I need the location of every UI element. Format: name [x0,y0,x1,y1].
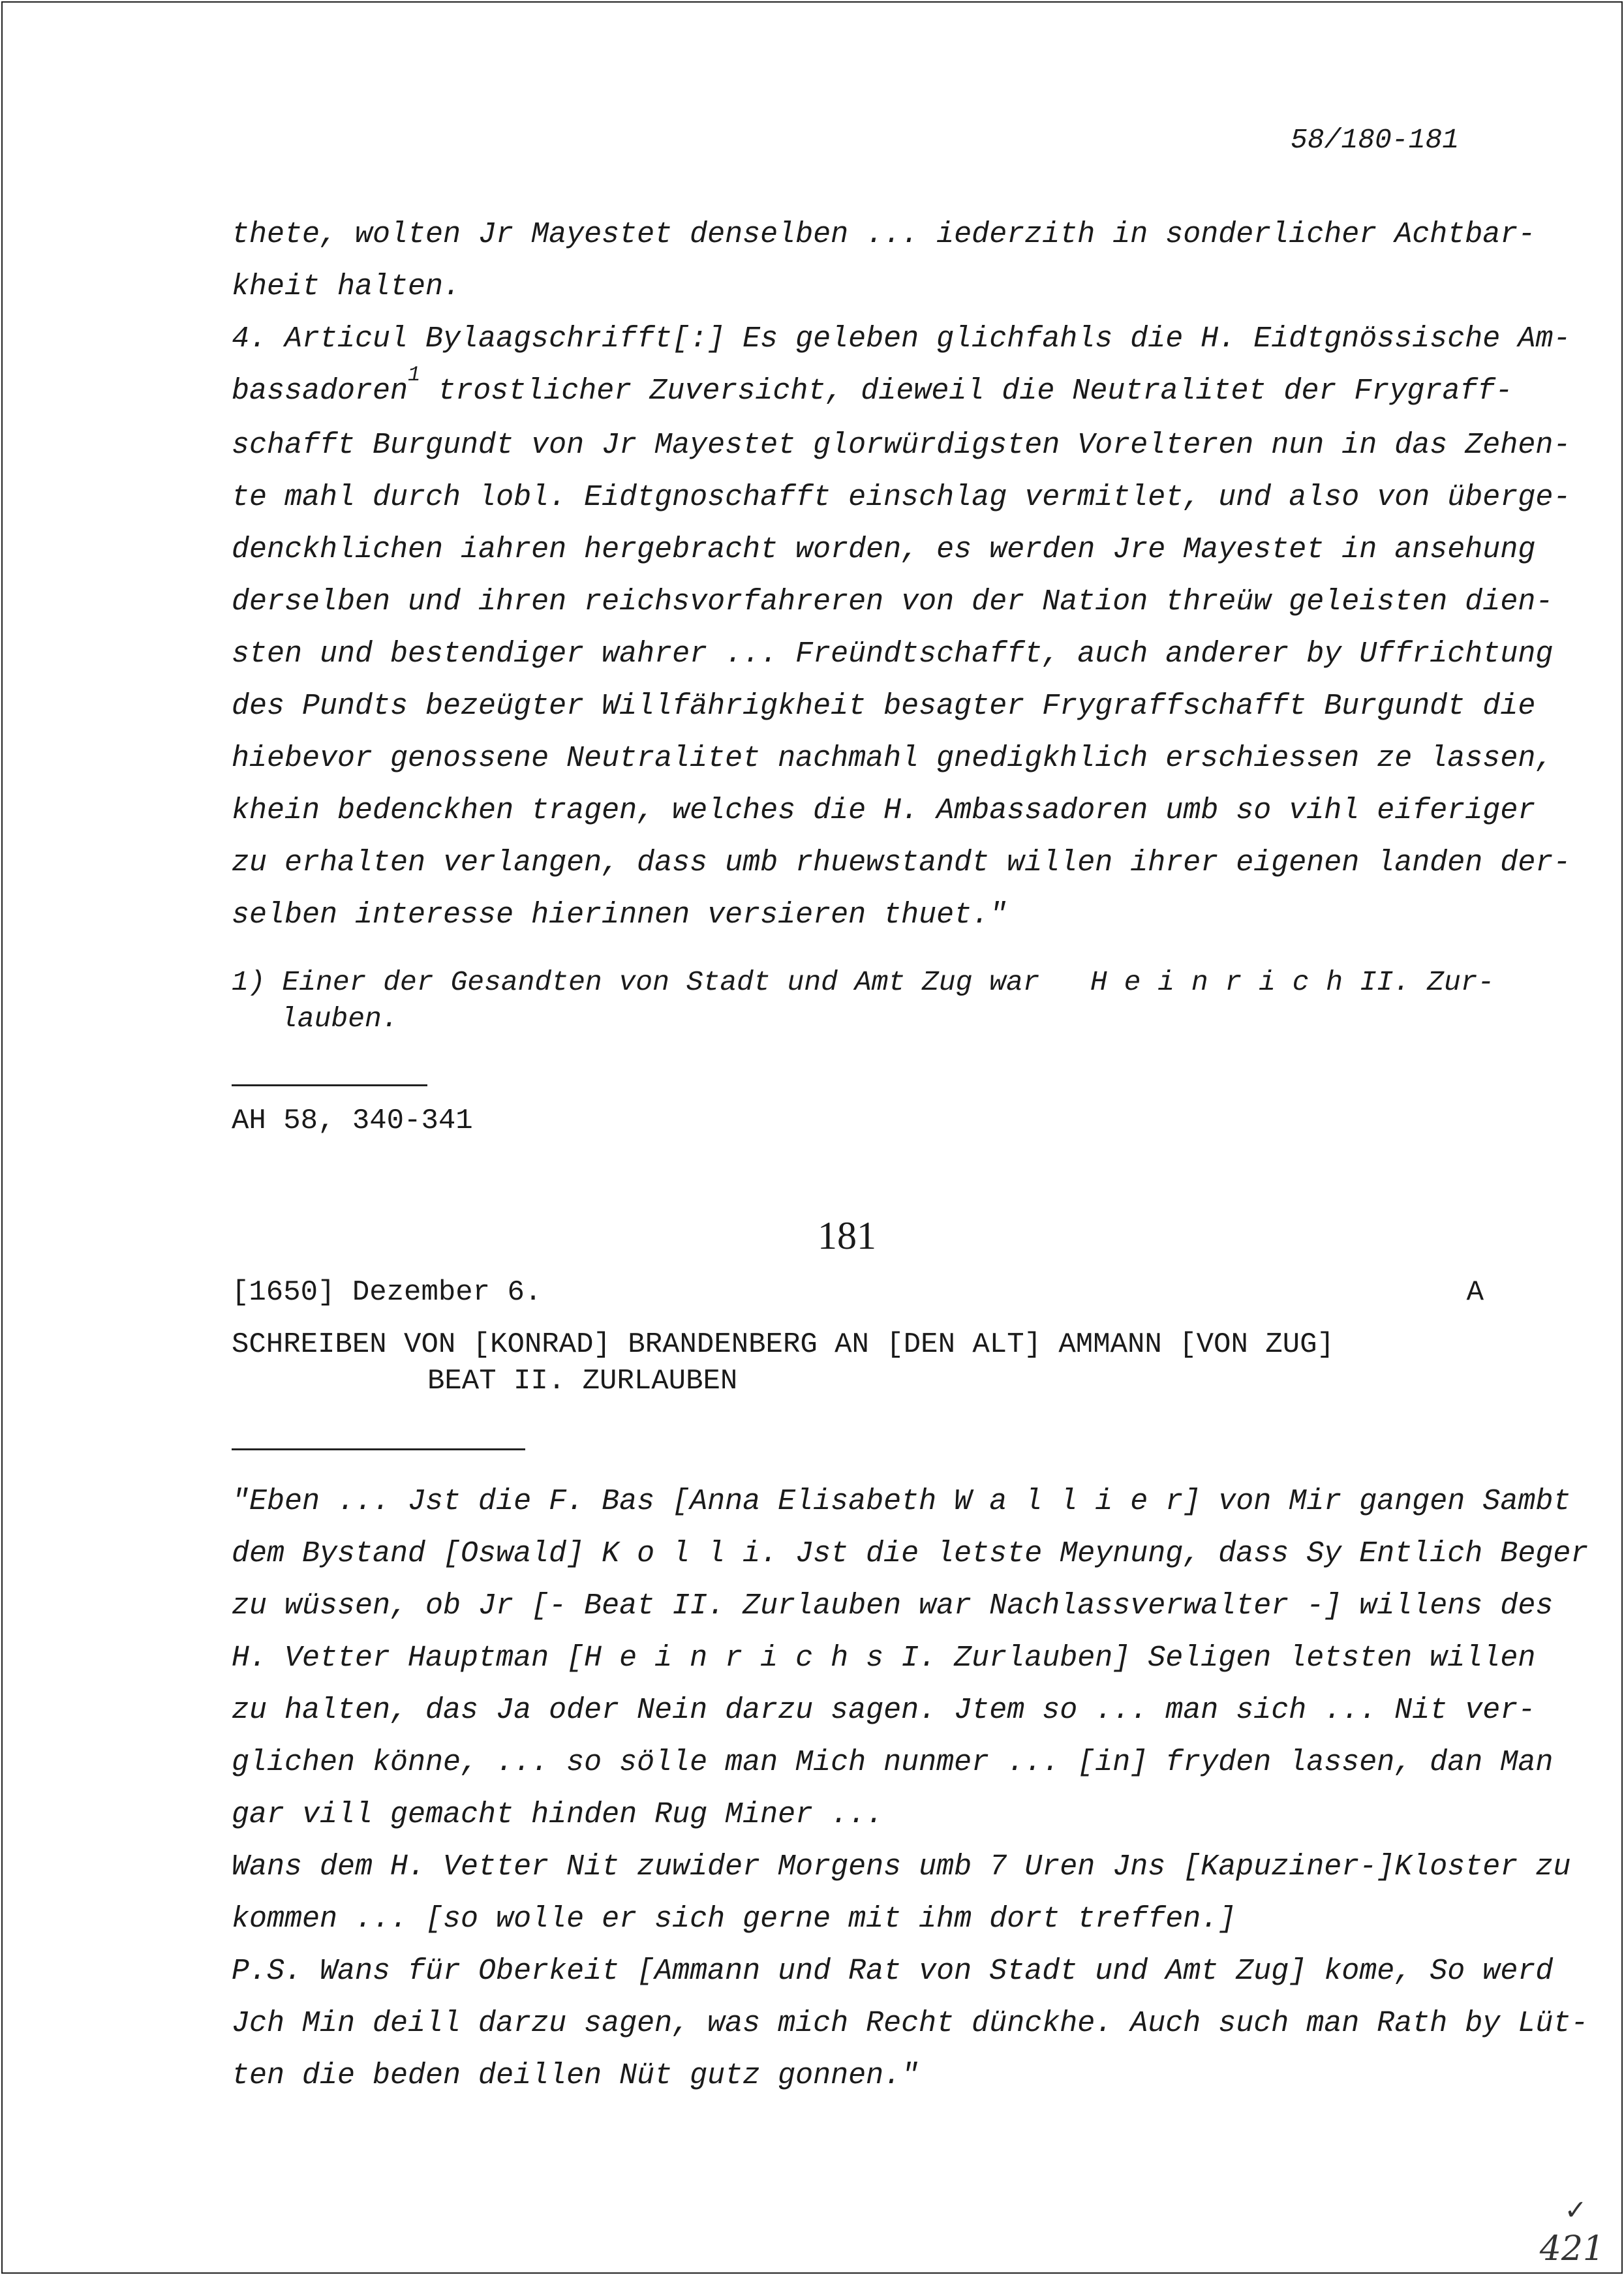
text-line: "Eben ... Jst die F. Bas [Anna Elisabeth W a l l i e r] von Mir gangen Sambt [232,1485,1571,1518]
text-fragment: trostlicher Zuversicht, dieweil die Neutralitet der Frygraff- [438,374,1513,408]
text-line: te mahl durch lobl. Eidtgnoschafft einschlag vermitlet, und also von überge- [232,481,1571,514]
source-reference: AH 58, 340-341 [232,1105,473,1137]
text-line: zu wüssen, ob Jr [- Beat II. Zurlauben war Nachlassverwalter -] willens des [232,1589,1554,1623]
letter-text [232,1476,1589,2102]
footnote-text: II. Zur- [1359,966,1495,998]
text-line: zu halten, das Ja oder Nein darzu sagen. Jtem so ... man sich ... Nit ver- [232,1694,1536,1727]
text-line: gar vill gemacht hinden Rug Miner ... [232,1798,884,1831]
document-number: 181 [818,1214,876,1257]
page-reference: 58/180-181 [1290,124,1459,156]
text-line: dem Bystand [Oswald] K o l l i. Jst die letste Meynung, dass Sy Entlich Beger [232,1537,1589,1570]
text-line: denckhlichen iahren hergebracht worden, es werden Jre Mayestet in ansehung [232,533,1536,566]
text-line: Wans dem H. Vetter Nit zuwider Morgens umb 7 Uren Jns [Kapuziner-]Kloster zu [232,1850,1571,1884]
footnote-person-name: H e i n r i c h [1090,966,1343,998]
text-line: selben interesse hierinnen versieren thuet." [232,898,1007,932]
text-line: zu erhalten verlangen, dass umb rhuewstandt willen ihrer eigenen landen der- [232,846,1571,879]
footnote-text: 1) Einer der Gesandten von Stadt und Amt Zug war [232,966,1040,998]
text-line: khein bedenckhen tragen, welches die H. Ambassadoren umb so vihl eiferiger [232,794,1536,827]
text-line: P.S. Wans für Oberkeit [Ammann und Rat von Stadt und Amt Zug] kome, So werd [232,1955,1554,1988]
footnote-line: lauben. [281,1003,399,1035]
text-line [232,363,1513,420]
text-line: 4. Articul Bylaagschrifft[:] Es geleben glichfahls die H. Eidtgnössische Am- [232,322,1571,356]
document-title-line: SCHREIBEN VON [KONRAD] BRANDENBERG AN [DEN ALT] AMMANN [VON ZUG] [232,1328,1334,1361]
handwritten-check-mark: ✓ [1566,2194,1585,2229]
footnote-line [232,964,1494,1001]
text-line: sten und bestendiger wahrer ... Freündtschafft, auch anderer by Uffrichtung [232,637,1554,671]
text-line: kheit halten. [232,270,461,303]
text-line: kommen ... [so wolle er sich gerne mit ihm dort treffen.] [232,1902,1236,1936]
text-line: Jch Min deill darzu sagen, was mich Recht dünckhe. Auch such man Rath by Lüt- [232,2007,1589,2040]
divider [232,1084,427,1086]
text-line: schafft Burgundt von Jr Mayestet glorwürdigsten Vorelteren nun in das Zehen- [232,429,1571,462]
document-title-line: BEAT II. ZURLAUBEN [427,1365,738,1397]
divider [232,1448,525,1450]
text-line: glichen könne, ... so sölle man Mich nunmer ... [in] fryden lassen, dan Man [232,1746,1554,1779]
document-type-letter: A [1466,1276,1484,1309]
document-date: [1650] Dezember 6. [232,1276,542,1309]
text-line: des Pundts bezeügter Willfährigkheit besagter Frygraffschafft Burgundt die [232,690,1536,723]
text-fragment: bassadoren [232,374,408,408]
continuation-paragraph [232,209,1571,941]
text-line: hiebevor genossene Neutralitet nachmahl gnedigkhlich erschiessen ze lassen, [232,742,1554,775]
text-line: ten die beden deillen Nüt gutz gonnen." [232,2059,919,2092]
text-line: H. Vetter Hauptman [H e i n r i c h s I. Zurlauben] Seligen letsten willen [232,1641,1536,1675]
text-line: thete, wolten Jr Mayestet denselben ... iederzith in sonderlicher Achtbar- [232,218,1536,251]
footnote [232,964,1494,1037]
footnote-marker: 1 [408,363,421,387]
handwritten-page-number: 421 [1539,2229,1604,2268]
text-line: derselben und ihren reichsvorfahreren von der Nation threüw geleisten dien- [232,585,1554,618]
